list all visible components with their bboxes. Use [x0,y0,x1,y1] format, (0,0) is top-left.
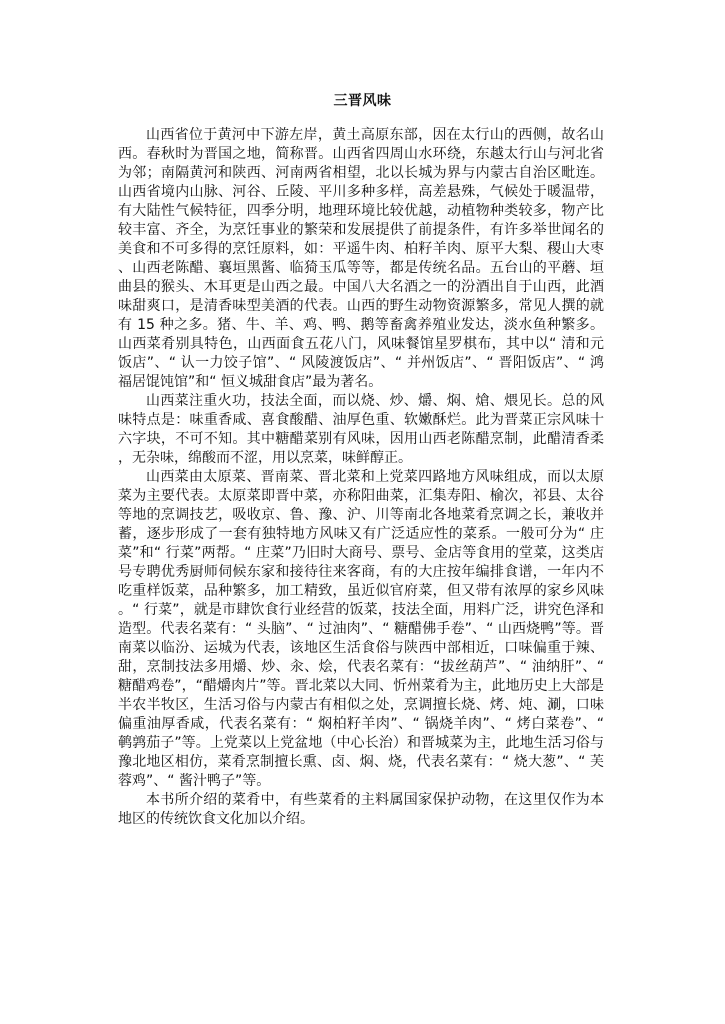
paragraph-cooking-features: 山西菜注重火功，技法全面，而以烧、炒、爝、焖、熗、煨见长。总的风味特点是：味重香咸、喜食酸醋、油厚色重、软嫩酥烂。此为晋菜正宗风味十六字块，不可不知。其中糖醋菜别有风味，因用山西老陈醋烹制，此醋清香柔，无杂味，绵酸而不涩，用以烹菜，味鲜醇正。 [118,393,604,466]
paragraph-intro: 山西省位于黄河中下游左岸，黄土高原东部，因在太行山的西侧，故名山西。春秋时为晋国之地，简称晋。山西省四周山水环绕，东越太行山与河北省为邻；南隔黄河和陕西、河南两省相望，北以长城为界与内蒙古自治区毗连。山西省境内山脉、河谷、丘陵、平川多种多样，高差悬殊，气候处于暖温带，有大陆性气候特征，四季分明，地理环境比较优越，动植物种类较多，物产比较丰富、齐全，为烹饪事业的繁荣和发展提供了前提条件，有许多举世闻名的美食和不可多得的烹饪原料，如：平遥牛肉、柏籽羊肉、原平大梨、稷山大枣、山西老陈醋、襄垣黑酱、临猗玉瓜等等，都是传统名品。五台山的平蘑、垣曲县的猴头、木耳更是山西之最。中国八大名酒之一的汾酒出自于山西，此酒味甜爽口，是清香味型美酒的代表。山西的野生动物资源繁多，常见人撰的就有 15 种之多。猪、牛、羊、鸡、鸭、鹅等畜禽养殖业发达，淡水鱼种繁多。山西菜肴别具特色，山西面食五花八门，风味餐馆星罗棋布，其中以“ 清和元饭店”、“ 认一力饺子馆”、“ 风陵渡饭店”、“ 并州饭店”、“ 晋阳饭店”、“ 鸿福居馄饨馆”和“ 恒义城甜食店”最为著名。 [118,127,604,390]
paragraph-regional-styles: 山西菜由太原菜、晋南菜、晋北菜和上党菜四路地方风味组成，而以太原菜为主要代表。太原菜即晋中菜，亦称阳曲菜，汇集寿阳、榆次，祁县、太谷等地的烹调技艺，吸收京、鲁、豫、沪、川等南北各地菜肴烹调之长，兼收并蓄，逐步形成了一套有独特地方风味又有广泛适应性的菜系。一般可分为“ 庄菜”和“ 行菜”两帮。“ 庄菜”乃旧时大商号、票号、金店等食用的堂菜，这类店号专聘优秀厨师伺候东家和接待往来客商，有的大庄按年编排食谱，一年内不吃重样饭菜，品种繁多，加工精致，虽近似官府菜，但又带有浓厚的家乡风味。“ 行菜”，就是市肆饮食行业经营的饭菜，技法全面，用料广泛，讲究色泽和造型。代表名菜有：“ 头脑”、“ 过油肉”、“ 糖醋佛手卷”、“ 山西烧鸭”等。晋南菜以临汾、运城为代表，该地区生活食俗与陕西中部相近，口味偏重于辣、甜，烹制技法多用爝、炒、汆、烩，代表名菜有：“拔丝葫芦”、“ 油纳肝”、“ 糖醋鸡卷”，“醋爝肉片”等。晋北菜以大同、忻州菜肴为主，此地历史上大部是半农半牧区，生活习俗与内蒙古有相似之处，烹调擅长烧、烤、炖、涮，口味偏重油厚香咸，代表名菜有：“ 焖柏籽羊肉”、“ 锅烧羊肉”、“ 烤白菜卷”、“ 鹌鹑茄子”等。上党菜以上党盆地（中心长治）和晋城菜为主，此地生活习俗与豫北地区相仿，菜肴烹制擅长熏、卤、焖、烧，代表名菜有：“ 烧大葱”、“ 芙蓉鸡”、“ 酱汁鸭子”等。 [118,469,604,789]
paragraph-note: 本书所介绍的菜肴中，有些菜肴的主料属国家保护动物，在这里仅作为本地区的传统饮食文化加以介绍。 [118,792,604,827]
body-text [118,126,604,829]
page-title: 三晋风味 [333,93,392,109]
